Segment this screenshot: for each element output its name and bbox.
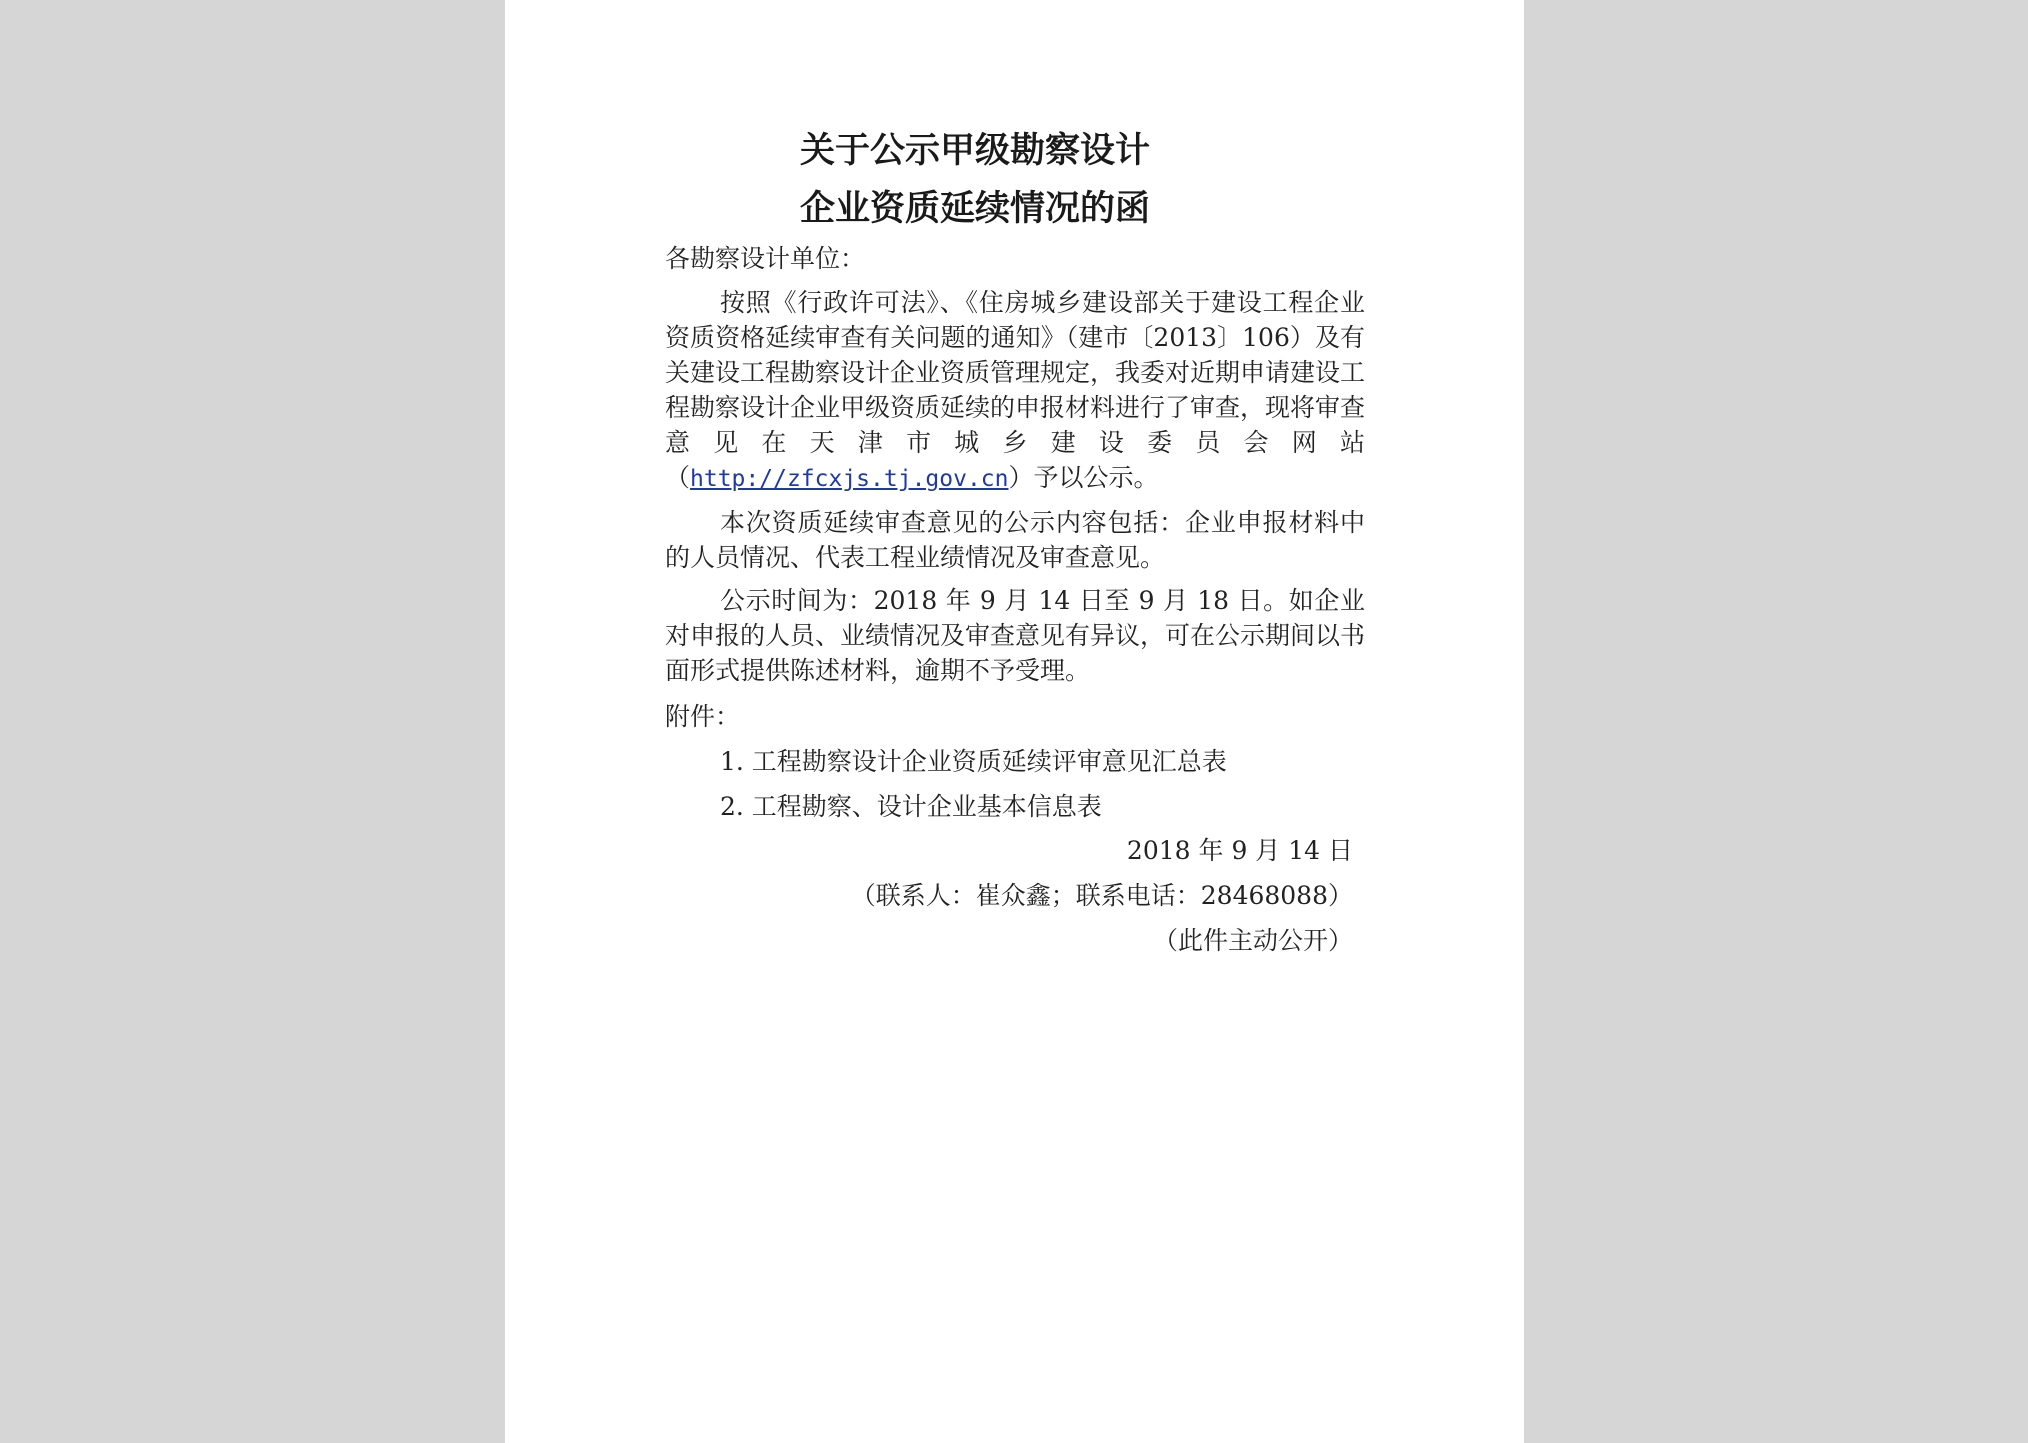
attachments-label: 附件： bbox=[665, 702, 741, 731]
attachment-item-2: 2. 工程勘察、设计企业基本信息表 bbox=[720, 792, 1102, 821]
paragraph-1 bbox=[665, 285, 1365, 497]
disclosure-note: （此件主动公开） bbox=[1152, 926, 1353, 955]
document-title-line-1: 关于公示甲级勘察设计 bbox=[799, 131, 1150, 171]
contact-info: （联系人：崔众鑫；联系电话：28468088） bbox=[850, 881, 1353, 910]
paragraph-1-tail: ）予以公示。 bbox=[1008, 463, 1159, 492]
paragraph-3: 公示时间为：2018 年 9 月 14 日至 9 月 18 日。如企业对申报的人员、业绩情况及审查意见有异议，可在公示期间以书面形式提供陈述材料，逾期不予受理。 bbox=[665, 586, 1366, 685]
document-content bbox=[665, 122, 1365, 958]
document-title-line-2: 企业资质延续情况的函 bbox=[799, 189, 1150, 229]
issue-date: 2018 年 9 月 14 日 bbox=[1126, 836, 1353, 865]
paragraph-2: 本次资质延续审查意见的公示内容包括：企业申报材料中的人员情况、代表工程业绩情况及审查意见。 bbox=[665, 508, 1365, 572]
website-link[interactable]: http://zfcxjs.tj.gov.cn bbox=[690, 466, 1009, 492]
attachment-item-1: 1. 工程勘察设计企业资质延续评审意见汇总表 bbox=[720, 747, 1227, 776]
document-page bbox=[505, 0, 1524, 1443]
salutation: 各勘察设计单位： bbox=[665, 244, 866, 273]
paragraph-1-text: 按照《行政许可法》、《住房城乡建设部关于建设工程企业资质资格延续审查有关问题的通知》（建市〔2013〕106）及有关建设工程勘察设计企业资质管理规定，我委对近期申请建设工程勘察设计企业甲级资质延续的申报材料进行了审查，现将审查意见在天津市城乡建设委员会网站（ bbox=[665, 288, 1366, 492]
